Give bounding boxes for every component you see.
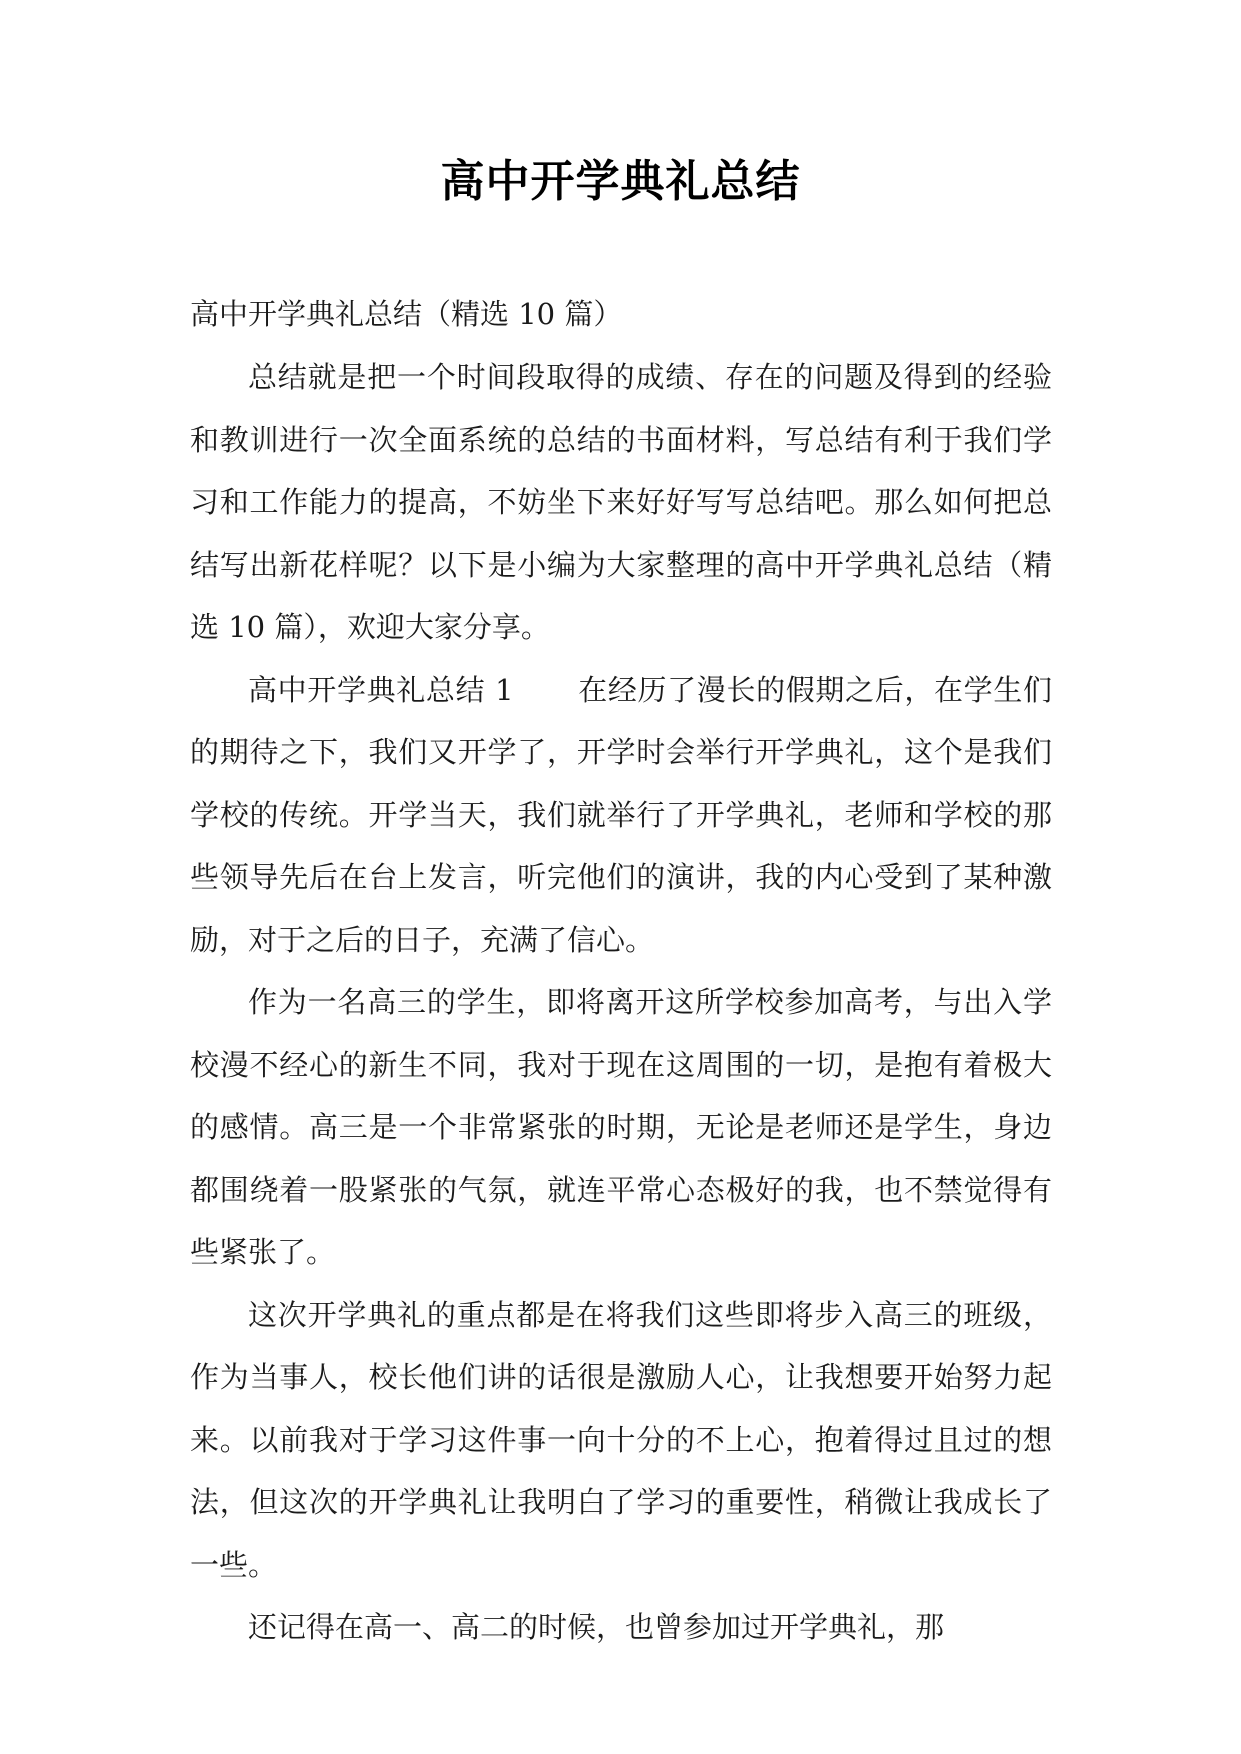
section-lead-text: 在经历了漫长的假期之后，在学生们的期待之下，我们又开学了，开学时会举行开学典礼，这个是我们学校的传统。开学当天，我们就举行了开学典礼，老师和学校的那些领导先后在台上发言，听完他们的演讲，我的内心受到了某种激励，对于之后的日子，充满了信心。 xyxy=(190,672,1052,957)
body-paragraph: 这次开学典礼的重点都是在将我们这些即将步入高三的班级，作为当事人，校长他们讲的话很是激励人心，让我想要开始努力起来。以前我对于学习这件事一向十分的不上心，抱着得过且过的想法，但这次的开学典礼让我明白了学习的重要性，稍微让我成长了一些。 xyxy=(190,1297,1052,1582)
intro-paragraph: 总结就是把一个时间段取得的成绩、存在的问题及得到的经验和教训进行一次全面系统的总结的书面材料，写总结有利于我们学习和工作能力的提高，不妨坐下来好好写写总结吧。那么如何把总结写出新花样呢？以下是小编为大家整理的高中开学典礼总结（精选 10 篇），欢迎大家分享。 xyxy=(190,360,1052,644)
section-heading: 高中开学典礼总结 1 xyxy=(248,672,514,707)
body-paragraph: 还记得在高一、高二的时候，也曾参加过开学典礼，那 xyxy=(248,1610,945,1644)
document-subtitle: 高中开学典礼总结（精选 10 篇） xyxy=(190,297,623,331)
document-title: 高中开学典礼总结 xyxy=(440,156,801,207)
body-paragraph: 作为一名高三的学生，即将离开这所学校参加高考，与出入学校漫不经心的新生不同，我对于现在这周围的一切，是抱有着极大的感情。高三是一个非常紧张的时期，无论是老师还是学生，身边都围绕着一股紧张的气氛，就连平常心态极好的我，也不禁觉得有些紧张了。 xyxy=(190,985,1052,1269)
section-1-paragraph xyxy=(190,659,1052,972)
document-body xyxy=(190,346,1052,1659)
